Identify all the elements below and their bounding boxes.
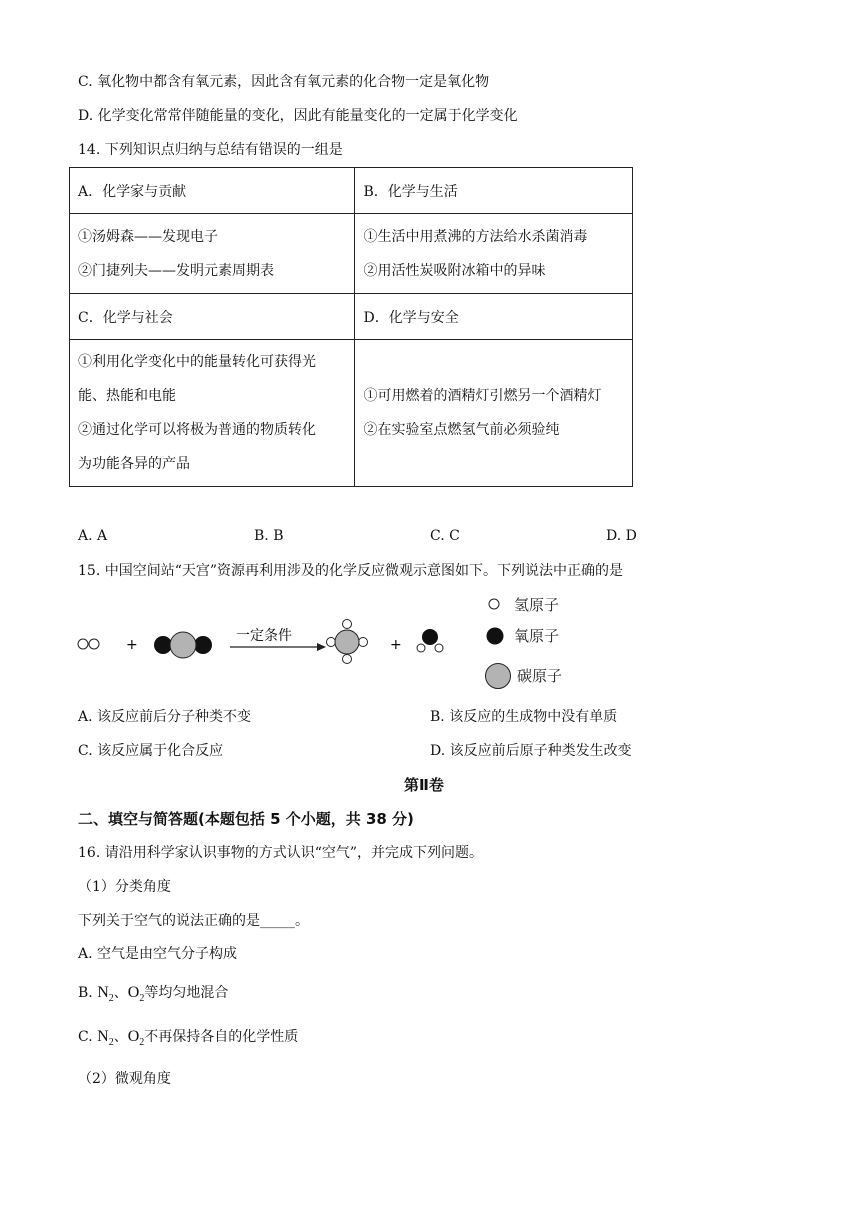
subscript: 2 [139,993,145,1004]
subscript: 2 [108,1037,114,1048]
carbon-dioxide-molecule [154,632,212,658]
legend-carbon-icon [486,664,511,689]
section-heading: 二、填空与简答题(本题包括 5 个小题，共 38 分) [78,810,414,828]
q14-option-c: C. C [430,528,460,544]
table-line: ①生活中用煮沸的方法给水杀菌消毒 [363,228,588,245]
q13-option-d: D. 化学变化常常伴随能量的变化，因此有能量变化的一定属于化学变化 [78,108,518,124]
subscript: 2 [108,993,114,1004]
hydrogen-molecule [78,639,99,649]
table-line: 为功能各异的产品 [78,456,190,472]
legend-carbon-label: 碳原子 [517,667,563,685]
diagram-legend [486,596,563,689]
q15-reaction-diagram [74,592,674,702]
q16-subheading-2: （2）微观角度 [78,1071,171,1087]
q14-option-a: A. A [78,528,108,544]
plus-sign-1: + [126,637,138,653]
subscript: 2 [139,1037,145,1048]
oxygen-formula [127,984,145,1004]
reaction-arrow [230,643,326,651]
table-line: ②门捷列夫——发明元素周期表 [78,262,274,279]
element-symbol: N [97,1028,109,1045]
q15-option-c: C. 该反应属于化合反应 [78,743,224,759]
table-line: ②通过化学可以将极为普通的物质转化 [78,422,316,438]
table-line: ①汤姆森——发现电子 [78,228,218,245]
separator: 、 [113,1029,128,1045]
q16-subheading-1: （1）分类角度 [78,879,171,895]
element-symbol: N [97,984,109,1001]
element-symbol: O [127,1028,140,1045]
q16-option-a: A. 空气是由空气分子构成 [78,946,238,962]
q16-stem: 16. 请沿用科学家认识事物的方式认识“空气”，并完成下列问题。 [78,845,484,861]
q16-prompt: 下列关于空气的说法正确的是_____。 [78,913,309,929]
water-molecule [417,629,443,652]
q15-stem: 15. 中国空间站“天宫”资源再利用涉及的化学反应微观示意图如下。下列说法中正确的是 [78,563,624,579]
table-cell-c-head: C．化学与社会 [70,294,355,340]
table-line: ②在实验室点燃氢气前必须验纯 [363,422,560,438]
legend-hydrogen-label: 氢原子 [514,596,560,614]
q15-option-b: B. 该反应的生成物中没有单质 [430,709,618,725]
methane-molecule [327,620,368,664]
table-cell-a-head: A．化学家与贡献 [70,168,355,214]
table-cell-c-body [70,340,355,487]
separator: 、 [113,985,128,1001]
plus-sign-2: + [390,637,402,653]
option-text: 不再保持各自的化学性质 [144,1029,299,1045]
q14-stem: 14. 下列知识点归纳与总结有错误的一组是 [78,142,343,158]
table-cell-a-body [70,214,355,294]
q15-option-a: A. 该反应前后分子种类不变 [78,709,252,725]
legend-oxygen-label: 氧原子 [514,627,560,645]
table-line: ②用活性炭吸附冰箱中的异味 [363,262,546,279]
nitrogen-formula [97,984,114,1004]
volume-title: 第Ⅱ卷 [404,776,444,794]
legend-hydrogen-icon [489,599,499,609]
legend-oxygen-icon [487,628,504,645]
table-line: ①利用化学变化中的能量转化可获得光 [78,354,316,370]
nitrogen-formula [97,1028,114,1048]
oxygen-formula [127,1028,145,1048]
table-line: ①可用燃着的酒精灯引燃另一个酒精灯 [363,388,602,404]
element-symbol: O [127,984,140,1001]
option-prefix: B. [78,985,93,1001]
q14-option-b: B. B [254,528,284,544]
q14-option-d: D. D [606,528,637,544]
table-line: 能、热能和电能 [78,388,176,404]
q13-option-c: C. 氧化物中都含有氧元素，因此含有氧元素的化合物一定是氧化物 [78,74,490,90]
reaction-condition-label: 一定条件 [236,628,292,644]
table-cell-b-head: B．化学与生活 [355,168,633,214]
table-cell-b-body [355,214,633,294]
option-text: 等均匀地混合 [144,985,229,1001]
q15-option-d: D. 该反应前后原子种类发生改变 [430,743,632,759]
table-cell-d-head: D．化学与安全 [355,294,633,340]
q16-option-c [78,1027,298,1049]
option-prefix: C. [78,1029,93,1045]
q14-knowledge-table [69,167,633,487]
table-cell-d-body [355,340,633,487]
q16-option-b [78,983,228,1005]
